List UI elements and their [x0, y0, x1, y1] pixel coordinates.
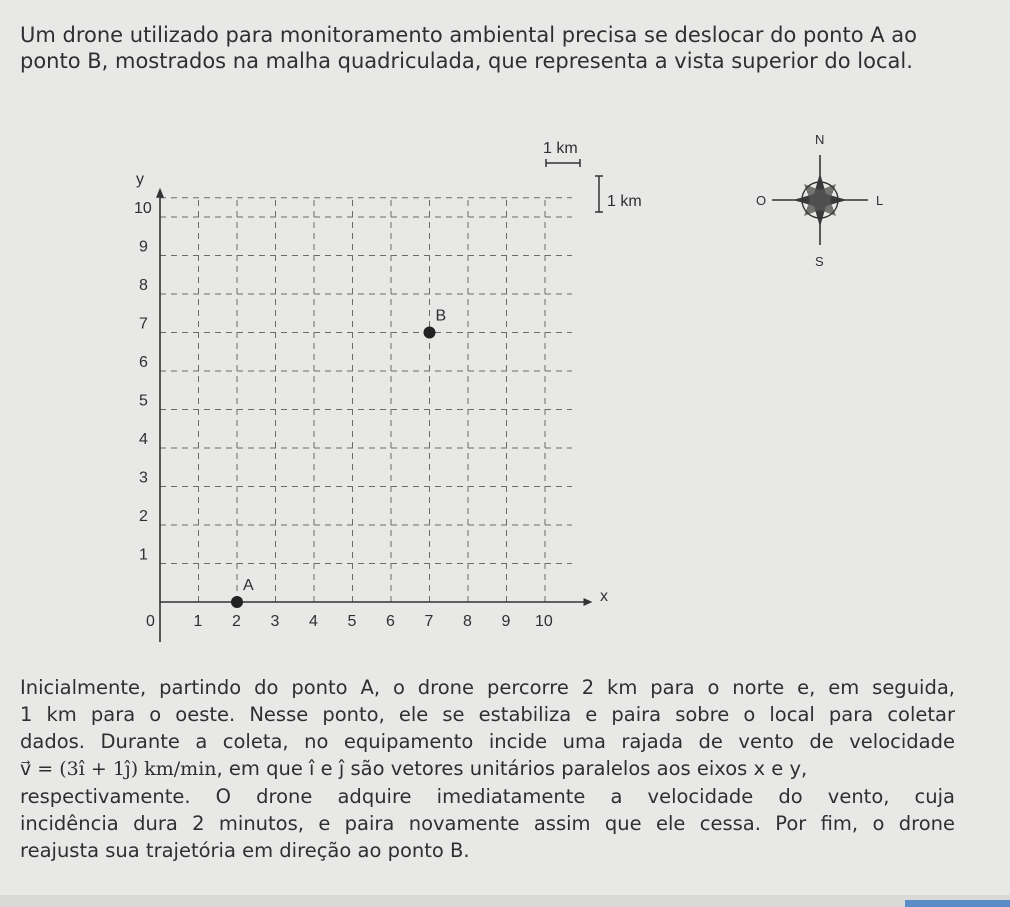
blue-edge-mark [905, 900, 1010, 907]
x-tick-label: 10 [535, 613, 553, 630]
y-tick-label: 4 [139, 431, 148, 448]
x-tick-labels [146, 613, 553, 630]
body-line-7: reajusta sua trajetória em direção ao ponto B. [20, 839, 470, 862]
problem-body [20, 674, 955, 864]
y-tick-label: 9 [139, 238, 148, 256]
body-line-2: 1 km para o oeste. Nesse ponto, ele se estabiliza e paira sobre o local para coletar [20, 703, 955, 726]
scale-vertical-label: 1 km [607, 193, 642, 210]
compass-north: N [815, 132, 825, 147]
x-tick-label: 7 [424, 613, 434, 630]
compass-rose [756, 132, 883, 269]
compass-east: L [876, 193, 884, 208]
y-tick-label: 5 [139, 392, 148, 410]
x-tick-label: 0 [146, 613, 155, 630]
velocity-formula: v⃗ = (3î + 1ĵ) km/min [20, 758, 217, 780]
points [231, 308, 446, 609]
intro-line-2: ponto B, mostrados na malha quadriculada, que representa a vista superior do local. [20, 49, 913, 73]
intro-line-1: Um drone utilizado para monitoramento ambiental precisa se deslocar do ponto A ao [20, 23, 918, 47]
y-tick-label: 2 [139, 508, 148, 525]
x-axis-arrow [584, 598, 593, 606]
y-tick-label: 10 [134, 200, 152, 217]
y-tick-label: 1 [139, 546, 148, 564]
y-tick-label: 6 [139, 354, 148, 371]
body-line-4-rest: , em que î e ĵ são vetores unitários paralelos aos eixos x e y, [216, 757, 808, 780]
y-tick-labels [134, 200, 152, 564]
body-line-6: incidência dura 2 minutos, e paira novamente assim que ele cessa. Por fim, o drone [20, 812, 955, 835]
y-tick-label: 7 [139, 315, 148, 333]
y-tick-label: 8 [139, 277, 148, 294]
grid-lines [160, 198, 572, 602]
scale-horizontal-label: 1 km [543, 140, 578, 157]
body-line-3: dados. Durante a coleta, no equipamento incide uma rajada de vento de velocidade [20, 730, 955, 753]
x-tick-label: 1 [193, 613, 203, 630]
x-tick-label: 2 [232, 613, 241, 630]
y-axis-label: y [136, 171, 144, 188]
page-bottom-edge [0, 895, 1010, 907]
body-line-5: respectivamente. O drone adquire imediatamente a velocidade do vento, cuja [20, 785, 955, 808]
x-tick-label: 3 [270, 613, 280, 630]
x-axis-label: x [600, 588, 608, 605]
compass-west: O [756, 193, 767, 208]
x-tick-label: 5 [347, 613, 357, 630]
point-a [231, 596, 243, 608]
compass-south: S [815, 254, 824, 269]
y-axis-arrow [156, 188, 164, 198]
x-tick-label: 4 [309, 613, 318, 630]
x-tick-label: 9 [501, 613, 511, 630]
scale-horizontal [543, 140, 580, 167]
x-tick-label: 8 [463, 613, 472, 630]
y-tick-label: 3 [139, 469, 148, 487]
x-tick-label: 6 [386, 613, 395, 630]
scale-vertical [595, 176, 642, 212]
point-b-label: B [435, 307, 447, 325]
point-a-label: A [243, 577, 254, 594]
body-line-1: Inicialmente, partindo do ponto A, o drone percorre 2 km para o norte e, em seguida, [20, 676, 955, 699]
body-line-4 [20, 755, 955, 783]
point-b [424, 327, 436, 339]
